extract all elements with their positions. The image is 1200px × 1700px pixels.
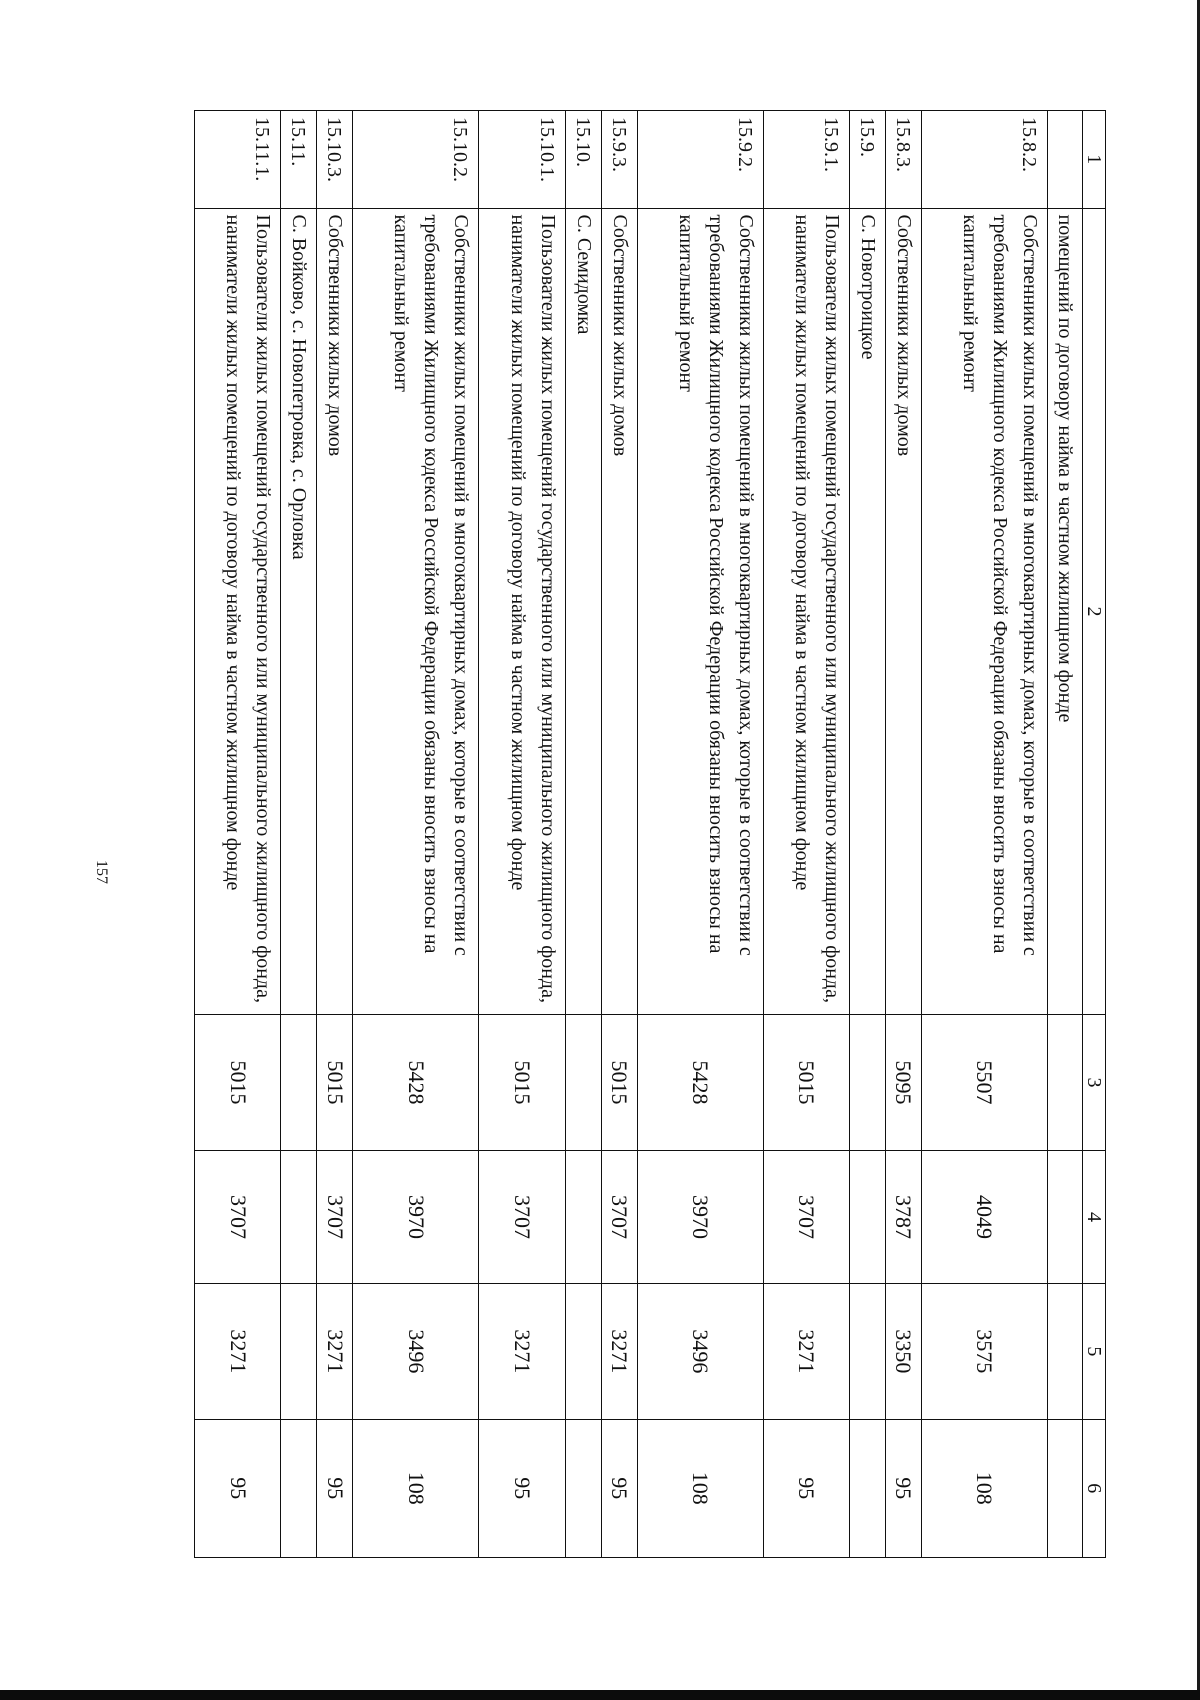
row-description: помещений по договору найма в частном жилищном фонде [1048, 208, 1083, 1015]
cell-col5 [281, 1284, 317, 1419]
row-description: Собственники жилых домов [885, 208, 921, 1015]
cell-col4: 3970 [353, 1150, 479, 1284]
column-header-4: 4 [1083, 1150, 1106, 1284]
cell-col3: 5015 [763, 1015, 849, 1150]
cell-col3: 5015 [479, 1015, 565, 1150]
cell-col5: 3496 [637, 1284, 763, 1419]
row-description: Пользователи жилых помещений государственного или муниципального жилищного фонда, наниматели жилых помещений по договору найма в частном жилищном фонде [479, 208, 565, 1015]
row-code: 15.10.2. [353, 111, 479, 209]
table-row [637, 111, 763, 1558]
cell-col4 [849, 1150, 885, 1284]
cell-col3: 5015 [195, 1015, 281, 1150]
cell-col3 [1048, 1015, 1083, 1150]
row-description: Пользователи жилых помещений государственного или муниципального жилищного фонда, наниматели жилых помещений по договору найма в частном жилищном фонде [763, 208, 849, 1015]
table-row [601, 111, 637, 1558]
cell-col3: 5507 [921, 1015, 1047, 1150]
row-code: 15.10.3. [317, 111, 353, 209]
cell-col6 [565, 1419, 601, 1557]
row-description: Пользователи жилых помещений государственного или муниципального жилищного фонда, наниматели жилых помещений по договору найма в частном жилищном фонде [195, 208, 281, 1015]
cell-col4: 3707 [195, 1150, 281, 1284]
cell-col4 [565, 1150, 601, 1284]
row-description: Собственники жилых домов [601, 208, 637, 1015]
row-code: 15.8.3. [885, 111, 921, 209]
row-description: Собственники жилых домов [317, 208, 353, 1015]
table-row [921, 111, 1047, 1558]
table-row [1048, 111, 1083, 1558]
cell-col4: 3787 [885, 1150, 921, 1284]
cell-col3: 5428 [637, 1015, 763, 1150]
scan-edge-bottom [0, 1690, 1200, 1700]
table-row [849, 111, 885, 1558]
cell-col3 [849, 1015, 885, 1150]
cell-col5: 3271 [479, 1284, 565, 1419]
cell-col6: 95 [479, 1419, 565, 1557]
tariff-table [194, 110, 1106, 1558]
cell-col5 [849, 1284, 885, 1419]
row-description: Собственники жилых помещений в многоквартирных домах, которые в соответствии с требованиями Жилищного кодекса Российской Федерации обязаны вносить взносы на капитальный ремонт [921, 208, 1047, 1015]
cell-col5 [565, 1284, 601, 1419]
cell-col5: 3350 [885, 1284, 921, 1419]
row-code [1048, 111, 1083, 209]
cell-col4: 3970 [637, 1150, 763, 1284]
column-header-2: 2 [1083, 208, 1106, 1015]
row-code: 15.8.2. [921, 111, 1047, 209]
column-header-1: 1 [1083, 111, 1106, 209]
cell-col5: 3271 [195, 1284, 281, 1419]
row-description: С. Семидомка [565, 208, 601, 1015]
cell-col6: 108 [921, 1419, 1047, 1557]
cell-col6: 95 [317, 1419, 353, 1557]
table-row [281, 111, 317, 1558]
table-row [479, 111, 565, 1558]
cell-col6 [849, 1419, 885, 1557]
cell-col5: 3271 [601, 1284, 637, 1419]
column-header-5: 5 [1083, 1284, 1106, 1419]
table-row [565, 111, 601, 1558]
row-description: С. Новотроицкое [849, 208, 885, 1015]
cell-col6 [281, 1419, 317, 1557]
cell-col4 [281, 1150, 317, 1284]
cell-col4: 3707 [601, 1150, 637, 1284]
cell-col4: 4049 [921, 1150, 1047, 1284]
row-description: Собственники жилых помещений в многоквартирных домах, которые в соответствии с требованиями Жилищного кодекса Российской Федерации обязаны вносить взносы на капитальный ремонт [637, 208, 763, 1015]
row-code: 15.9.2. [637, 111, 763, 209]
header-row [1083, 111, 1106, 1558]
table-row [317, 111, 353, 1558]
cell-col5: 3496 [353, 1284, 479, 1419]
row-description: Собственники жилых помещений в многоквартирных домах, которые в соответствии с требованиями Жилищного кодекса Российской Федерации обязаны вносить взносы на капитальный ремонт [353, 208, 479, 1015]
cell-col3: 5428 [353, 1015, 479, 1150]
cell-col4: 3707 [479, 1150, 565, 1284]
table-row [353, 111, 479, 1558]
cell-col3 [565, 1015, 601, 1150]
cell-col4: 3707 [763, 1150, 849, 1284]
cell-col5: 3271 [763, 1284, 849, 1419]
rotated-table-wrapper [194, 110, 1106, 1558]
cell-col6: 95 [601, 1419, 637, 1557]
table-row [195, 111, 281, 1558]
page-number: 157 [93, 860, 110, 884]
row-code: 15.9. [849, 111, 885, 209]
row-code: 15.9.1. [763, 111, 849, 209]
cell-col6: 108 [637, 1419, 763, 1557]
table-row [763, 111, 849, 1558]
cell-col3: 5015 [317, 1015, 353, 1150]
cell-col3: 5015 [601, 1015, 637, 1150]
cell-col6 [1048, 1419, 1083, 1557]
row-code: 15.11.1. [195, 111, 281, 209]
cell-col4 [1048, 1150, 1083, 1284]
cell-col6: 95 [195, 1419, 281, 1557]
cell-col3 [281, 1015, 317, 1150]
cell-col3: 5095 [885, 1015, 921, 1150]
row-code: 15.11. [281, 111, 317, 209]
cell-col4: 3707 [317, 1150, 353, 1284]
cell-col6: 95 [763, 1419, 849, 1557]
table-row [885, 111, 921, 1558]
cell-col5 [1048, 1284, 1083, 1419]
cell-col6: 108 [353, 1419, 479, 1557]
row-code: 15.10.1. [479, 111, 565, 209]
cell-col5: 3575 [921, 1284, 1047, 1419]
column-header-3: 3 [1083, 1015, 1106, 1150]
row-code: 15.10. [565, 111, 601, 209]
cell-col6: 95 [885, 1419, 921, 1557]
row-description: С. Войково, с. Новопетровка, с. Орловка [281, 208, 317, 1015]
cell-col5: 3271 [317, 1284, 353, 1419]
column-header-6: 6 [1083, 1419, 1106, 1557]
row-code: 15.9.3. [601, 111, 637, 209]
